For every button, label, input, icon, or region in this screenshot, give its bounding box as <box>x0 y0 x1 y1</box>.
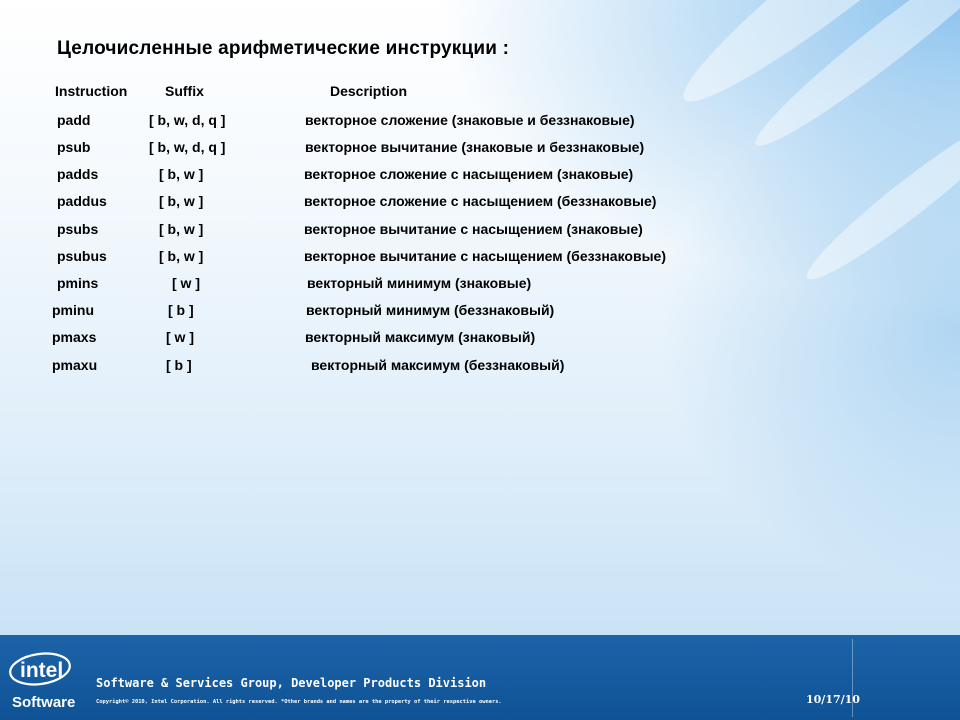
instruction-cell: padd <box>57 112 91 128</box>
suffix-cell: [ w ] <box>166 329 194 345</box>
copyright-text: Copyright© 2010, Intel Corporation. All rights reserved. *Other brands and names are the property of their respective owners. <box>96 699 502 705</box>
table-row <box>0 329 960 349</box>
table-row <box>0 112 960 132</box>
description-cell: векторный максимум (беззнаковый) <box>311 357 565 373</box>
header-description: Description <box>330 83 408 99</box>
description-cell: векторный минимум (беззнаковый) <box>306 302 555 318</box>
division-text: Software & Services Group, Developer Products Division <box>96 676 487 690</box>
suffix-cell: [ b ] <box>166 357 192 373</box>
description-cell: векторное сложение (знаковые и беззнаковые) <box>305 112 635 128</box>
instruction-cell: pminu <box>52 302 94 318</box>
intel-logo-icon <box>8 651 80 713</box>
instruction-cell: psubs <box>57 221 99 237</box>
suffix-cell: [ b ] <box>168 302 194 318</box>
instruction-cell: pmaxu <box>52 357 98 373</box>
footer-divider <box>852 639 853 717</box>
instruction-cell: pmaxs <box>52 329 97 345</box>
description-cell: векторное сложение с насыщением (беззнаковые) <box>304 193 657 209</box>
suffix-cell: [ w ] <box>172 275 200 291</box>
table-row <box>0 221 960 241</box>
svg-text:intel: intel <box>20 659 64 682</box>
instruction-cell: psub <box>57 139 91 155</box>
instruction-cell: paddus <box>57 193 107 209</box>
description-cell: векторное вычитание с насыщением (знаковые) <box>304 221 643 237</box>
table-row <box>0 248 960 268</box>
table-row <box>0 302 960 322</box>
suffix-cell: [ b, w ] <box>159 193 204 209</box>
header-suffix: Suffix <box>165 83 204 99</box>
table-row <box>0 275 960 295</box>
suffix-cell: [ b, w, d, q ] <box>149 112 226 128</box>
description-cell: векторный минимум (знаковые) <box>307 275 532 291</box>
suffix-cell: [ b, w, d, q ] <box>149 139 226 155</box>
slide-date: 10/17/10 <box>806 693 860 706</box>
slide-title: Целочисленные арифметические инструкции : <box>57 38 510 59</box>
table-row <box>0 193 960 213</box>
instruction-cell: psubus <box>57 248 107 264</box>
instruction-cell: padds <box>57 166 99 182</box>
description-cell: векторное вычитание (знаковые и беззнаковые) <box>305 139 645 155</box>
table-row <box>0 357 960 377</box>
suffix-cell: [ b, w ] <box>159 221 204 237</box>
table-row <box>0 166 960 186</box>
header-instruction: Instruction <box>55 83 128 99</box>
description-cell: векторное сложение с насыщением (знаковые) <box>304 166 634 182</box>
svg-text:Software: Software <box>12 694 76 711</box>
suffix-cell: [ b, w ] <box>159 248 204 264</box>
footer-bar <box>0 635 960 720</box>
description-cell: векторное вычитание с насыщением (беззнаковые) <box>304 248 666 264</box>
table-row <box>0 139 960 159</box>
description-cell: векторный максимум (знаковый) <box>305 329 536 345</box>
suffix-cell: [ b, w ] <box>159 166 204 182</box>
instruction-cell: pmins <box>57 275 99 291</box>
intel-software-logo <box>8 651 80 713</box>
